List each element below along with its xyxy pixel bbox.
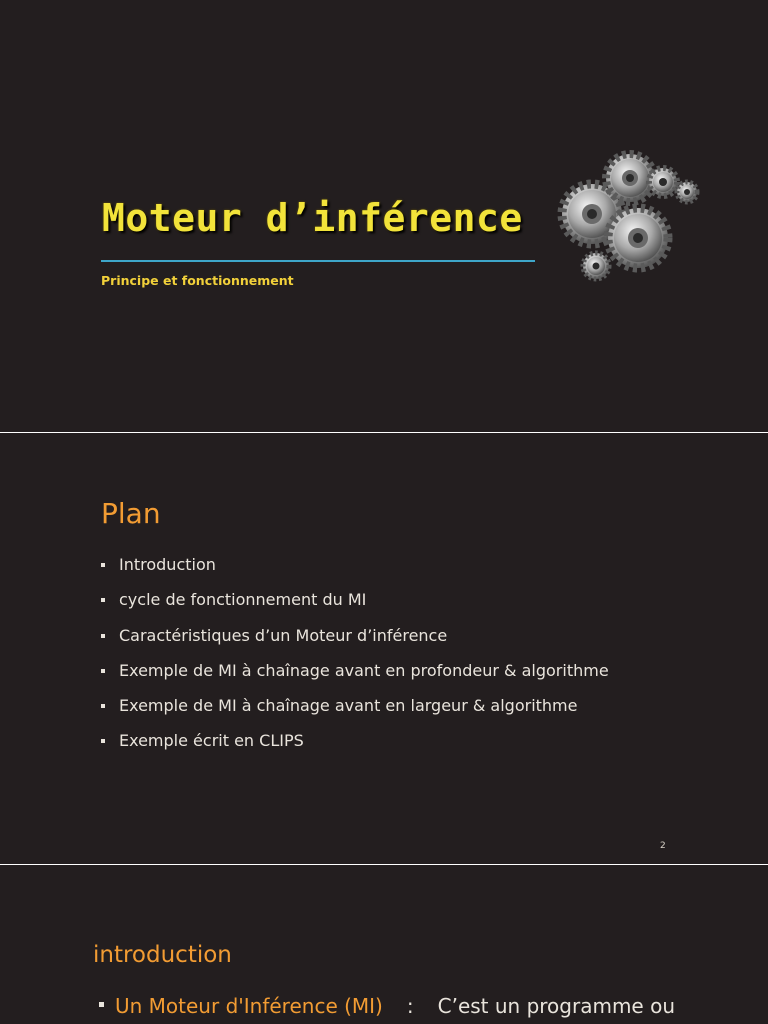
slide-page-number: 2 — [660, 841, 666, 851]
list-item — [101, 695, 609, 730]
plan-heading: Plan — [101, 497, 161, 530]
bullet-icon — [101, 634, 105, 638]
presentation-subtitle: Principe et fonctionnement — [101, 273, 294, 288]
gear-small-icon — [649, 168, 677, 196]
gears-icon — [548, 138, 708, 288]
list-item-text: Caractéristiques d’un Moteur d’inférence — [119, 625, 448, 645]
list-item — [101, 589, 609, 624]
gear-bottom-icon — [583, 253, 609, 279]
introduction-heading: introduction — [93, 942, 232, 968]
intro-term: Un Moteur d'Inférence (MI) — [115, 994, 383, 1018]
bullet-icon — [101, 598, 105, 602]
list-item-text: cycle de fonctionnement du MI — [119, 590, 367, 610]
bullet-icon — [101, 704, 105, 708]
intro-definition: C’est un programme ou — [437, 994, 676, 1018]
list-item-text: Exemple de MI à chaînage avant en profondeur & algorithme — [119, 660, 609, 680]
gear-top-icon — [606, 154, 654, 202]
bullet-icon — [99, 1002, 104, 1007]
list-item — [101, 730, 609, 765]
list-item — [101, 660, 609, 695]
bullet-icon — [101, 739, 105, 743]
list-item-text: Exemple de MI à chaînage avant en largeur & algorithme — [119, 696, 578, 716]
bullet-icon — [101, 669, 105, 673]
list-item — [101, 554, 609, 589]
list-item-text: Introduction — [119, 555, 216, 574]
presentation-title: Moteur d’inférence — [102, 196, 523, 240]
list-item-text: Exemple écrit en CLIPS — [119, 731, 304, 751]
plan-list — [101, 554, 609, 766]
introduction-bullet — [99, 994, 675, 1018]
gear-tiny-icon — [677, 182, 697, 202]
bullet-icon — [101, 563, 105, 567]
intro-colon: : — [406, 994, 414, 1018]
list-item — [101, 625, 609, 660]
title-underline — [101, 260, 535, 262]
gear-center-icon — [608, 208, 668, 268]
